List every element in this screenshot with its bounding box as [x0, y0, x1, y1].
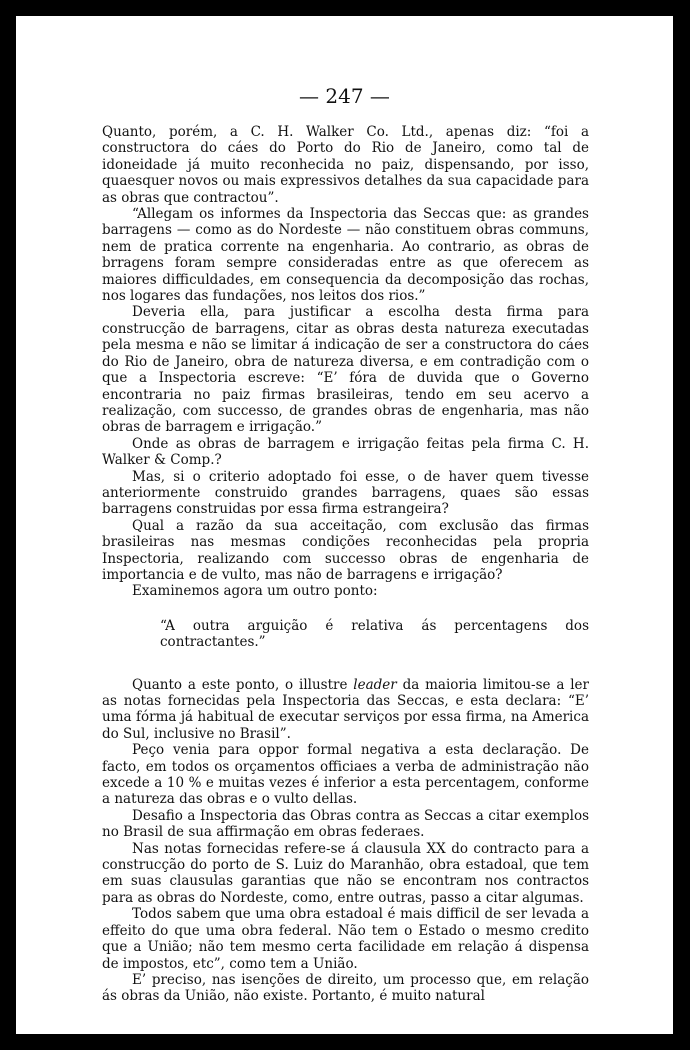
- emphasis: leader: [353, 676, 397, 693]
- paragraph: Examinemos agora um outro ponto:: [132, 583, 378, 600]
- body-text: [102, 124, 589, 1005]
- paragraph: “Allegam os informes da Inspectoria das Seccas que: as grandes barragens — como as do Nordeste — não constituem obras communs, nem de pratica corrente na engenharia. Ao contrario, as obras de brragens foram sempre consideradas entre as que oferecem as maiores difficuldades, em consequencia da decomposição das rochas, nos logares das fundações, nos leitos dos rios.”: [102, 206, 589, 305]
- paragraph: Peço venia para oppor formal negativa a esta declaração. De facto, em todos os orçamentos officiaes a verba de administração não excede a 10 % e muitas vezes é inferior a esta percentagem, conforme a natureza das obras e o vulto dellas.: [102, 742, 589, 808]
- block-quote: “A outra arguição é relativa ás percentagens dos contractantes.”: [160, 617, 589, 651]
- paragraph: Desafio a Inspectoria das Obras contra as Seccas a citar exemplos no Brasil de sua affirmação em obras federaes.: [102, 807, 589, 841]
- paragraph: Onde as obras de barragem e irrigação feitas pela firma C. H. Walker & Comp.?: [102, 435, 589, 469]
- paragraph: Quanto a este ponto, o illustre leader da maioria limitou-se a ler as notas fornecidas pela Inspectoria das Seccas, e esta declara: “E’ uma fórma já habitual de executar serviços por essa firma, na America do Sul, inclusive no Brasil”.: [102, 676, 589, 742]
- document-page: [16, 16, 673, 1034]
- paragraph: Nas notas fornecidas refere-se á clausula XX do contracto para a construcção do porto de S. Luiz do Maranhão, obra estadoal, que tem em suas clausulas garantias que não se encontram nos contractos para as obras do Nordeste, como, entre outras, passo a citar algumas.: [102, 840, 589, 906]
- paragraph: E’ preciso, nas isenções de direito, um processo que, em relação ás obras da União, não existe. Portanto, é muito natural: [102, 971, 589, 1005]
- paragraph: Quanto, porém, a C. H. Walker Co. Ltd., apenas diz: “foi a constructora do cáes do Porto do Rio de Janeiro, como tal de idoneidade já muito reconhecida no paiz, dispensando, por isso, quaesquer novos ou mais expressivos detalhes da sua capacidade para as obras que contractou”.: [102, 124, 589, 206]
- page-number: — 247 —: [299, 84, 390, 108]
- paragraph: Deveria ella, para justificar a escolha desta firma para construcção de barragens, citar as obras desta natureza executadas pela mesma e não se limitar á indicação de ser a constructora do cáes do Rio de Janeiro, obra de natureza diversa, e em contradição com o que a Inspectoria escreve: “E’ fóra de duvida que o Governo encontraria no paiz firmas brasileiras, tendo em seu acervo a realização, com successo, de grandes obras de engenharia, mas não obras de barragem e irrigação.”: [102, 304, 589, 436]
- paragraph: Qual a razão da sua acceitação, com exclusão das firmas brasileiras nas mesmas condições reconhecidas pela propria Inspectoria, realizando com successo obras de engenharia de importancia e de vulto, mas não de barragens e irrigação?: [102, 517, 589, 583]
- paragraph: Todos sabem que uma obra estadoal é mais difficil de ser levada a effeito do que uma obra federal. Não tem o Estado o mesmo credito que a União; não tem mesmo certa facilidade em relação á dispensa de impostos, etc”, como tem a União.: [102, 906, 589, 972]
- paragraph: Mas, si o criterio adoptado foi esse, o de haver quem tivesse anteriormente construido grandes barragens, quaes são essas barragens construidas por essa firma estrangeira?: [102, 468, 589, 518]
